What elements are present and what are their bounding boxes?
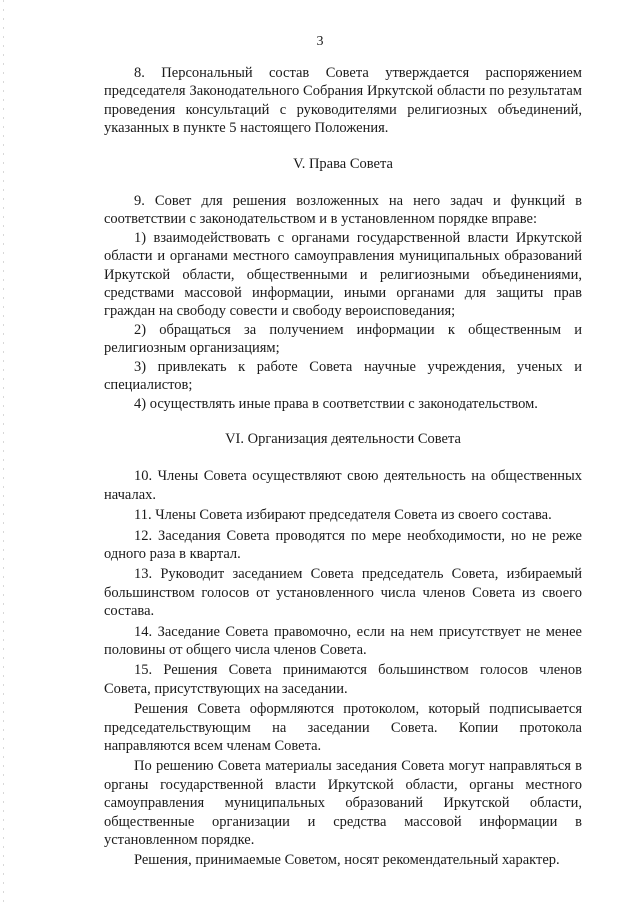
- paragraph-14: 14. Заседание Совета правомочно, если на нем присутствует не менее половины от общего числа членов Совета.: [104, 623, 582, 658]
- paragraph-15: 15. Решения Совета принимаются большинством голосов членов Совета, присутствующих на заседании.: [104, 662, 582, 697]
- paragraph-9-item-2: 2) обращаться за получением информации к общественным и религиозным организациям;: [104, 321, 582, 357]
- document-body: [104, 64, 582, 870]
- paragraph-9-item-4: 4) осуществлять иные права в соответствии с законодательством.: [134, 395, 538, 412]
- paragraph-10: 10. Члены Совета осуществляют свою деятельность на общественных началах.: [104, 468, 582, 503]
- paragraph-15-decisions: Решения Совета оформляются протоколом, который подписывается председательствующим на заседании Совета. Копии протокола направляются всем членам Совета.: [104, 701, 582, 754]
- paragraph-9-item-3: 3) привлекать к работе Совета научные учреждения, ученых и специалистов;: [104, 358, 582, 394]
- page-number: 3: [316, 34, 324, 49]
- paragraph-11: 11. Члены Совета избирают председателя Совета из своего состава.: [134, 507, 552, 524]
- paragraph-9: 9. Совет для решения возложенных на него задач и функций в соответствии с законодательством и в установленном порядке вправе:: [104, 193, 582, 228]
- scan-edge-mark: [3, 0, 4, 905]
- section-5-heading: V. Права Совета: [293, 155, 393, 172]
- paragraph-15-recommendations: Решения, принимаемые Советом, носят рекомендательный характер.: [134, 852, 560, 869]
- paragraph-13: 13. Руководит заседанием Совета председатель Совета, избираемый большинством голосов от установленного числа членов Совета из своего состава.: [104, 566, 582, 620]
- paragraph-15-materials: По решению Совета материалы заседания Совета могут направляться в органы государственной власти Иркутской области, органы местного самоуправления муниципальных образований Иркутской области, общественные организации и средства массовой информации в установленном порядке.: [104, 758, 582, 849]
- paragraph-8: 8. Персональный состав Совета утверждается распоряжением председателя Законодательного Собрания Иркутской области по результатам проведения консультаций с руководителями религиозных объединений, указанных в пункте 5 настоящего Положения.: [104, 65, 582, 137]
- paragraph-9-item-1: 1) взаимодействовать с органами государственной власти Иркутской области и органами местного самоуправления муниципальных образований Иркутской области, общественными и религиозными объединениями, средствами массовой информации, иными органами для защиты прав граждан на свободу совести и свободу вероисповедания;: [104, 229, 582, 320]
- section-6-heading: VI. Организация деятельности Совета: [225, 430, 461, 447]
- paragraph-12: 12. Заседания Совета проводятся по мере необходимости, но не реже одного раза в квартал.: [104, 527, 582, 562]
